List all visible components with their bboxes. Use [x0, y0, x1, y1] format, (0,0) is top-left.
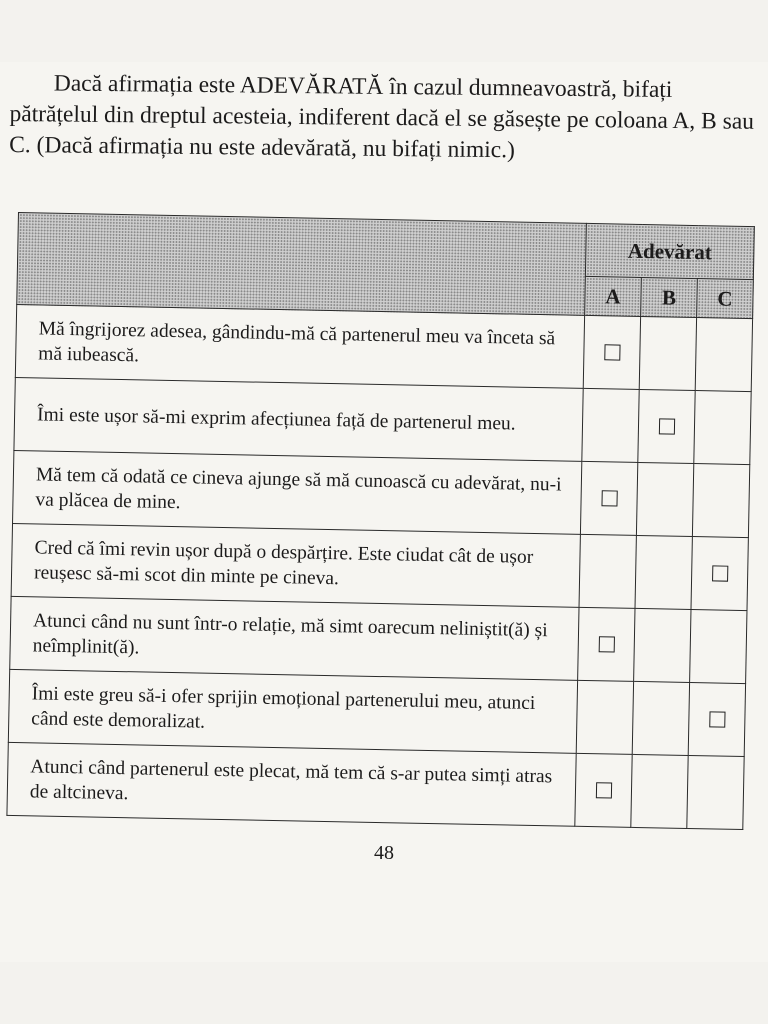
table-row: [8, 669, 745, 756]
answer-cell-a: [575, 753, 632, 827]
answer-cell-b: [638, 389, 695, 463]
answer-cell-b: [631, 754, 688, 828]
answer-cell-b: [634, 608, 691, 682]
answer-cell-a: [582, 388, 639, 462]
answer-cell-c: [691, 537, 748, 611]
statement-text: Atunci când nu sunt într-o relație, mă simt oarecum neliniștit(ă) și neîmplinit(ă).: [10, 596, 579, 680]
table-row: [14, 377, 751, 464]
table-body: [7, 304, 753, 829]
statement-text: Cred că îmi revin ușor după o despărțire. Este ciudat cât de ușor reușesc să-mi scot din minte pe cineva.: [11, 523, 580, 607]
page-number: 48: [374, 842, 394, 864]
checkbox-c[interactable]: [709, 712, 725, 728]
column-header-a: A: [585, 276, 642, 316]
answer-cell-c: [695, 318, 752, 392]
table-row: [7, 742, 744, 829]
statement-text: Îmi este greu să-i ofer sprijin emoțional partenerului meu, atunci când este demoralizat.: [8, 669, 577, 753]
answer-cell-c: [687, 755, 744, 829]
table-row: [13, 450, 750, 537]
instructions-paragraph: Dacă afirmația este ADEVĂRATĂ în cazul dumneavoastră, bifați pătrățelul din dreptul acesteia, indiferent dacă el se găsește pe coloana A, B sau C. (Dacă afirmația nu este adevărată, nu bifați nimic.): [9, 70, 755, 164]
answer-cell-a: [583, 315, 640, 389]
answer-cell-b: [639, 316, 696, 390]
statement-text: Mă îngrijorez adesea, gândindu-mă că partenerul meu va înceta să mă iubească.: [15, 304, 584, 388]
checkbox-a[interactable]: [598, 637, 614, 653]
answer-cell-c: [688, 682, 745, 756]
answer-cell-c: [694, 391, 751, 465]
checkbox-a[interactable]: [604, 345, 620, 361]
column-header-b: B: [641, 277, 698, 317]
answer-cell-b: [635, 535, 692, 609]
table-row: [10, 596, 747, 683]
table-row: [11, 523, 748, 610]
answer-cell-a: [579, 534, 636, 608]
column-header-c: C: [697, 279, 754, 319]
questionnaire-table-wrapper: [6, 212, 753, 830]
checkbox-b[interactable]: [658, 419, 674, 435]
answer-cell-c: [692, 464, 749, 538]
checkbox-c[interactable]: [712, 566, 728, 582]
adevarat-header: Adevărat: [585, 223, 754, 279]
answer-cell-c: [690, 609, 747, 683]
statement-header-cell: [17, 213, 587, 316]
answer-cell-a: [578, 607, 635, 681]
table-row: [15, 304, 752, 391]
answer-cell-b: [636, 462, 693, 536]
answer-cell-b: [632, 681, 689, 755]
statement-text: Atunci când partenerul este plecat, mă tem că s-ar putea simți atras de altcineva.: [7, 742, 576, 826]
questionnaire-table: [6, 212, 754, 830]
checkbox-a[interactable]: [595, 783, 611, 799]
answer-cell-a: [580, 461, 637, 535]
statement-text: Mă tem că odată ce cineva ajunge să mă cunoască cu adevărat, nu-i va plăcea de mine.: [13, 450, 582, 534]
checkbox-a[interactable]: [601, 491, 617, 507]
statement-text: Îmi este ușor să-mi exprim afecțiunea față de partenerul meu.: [14, 377, 583, 461]
answer-cell-a: [576, 680, 633, 754]
